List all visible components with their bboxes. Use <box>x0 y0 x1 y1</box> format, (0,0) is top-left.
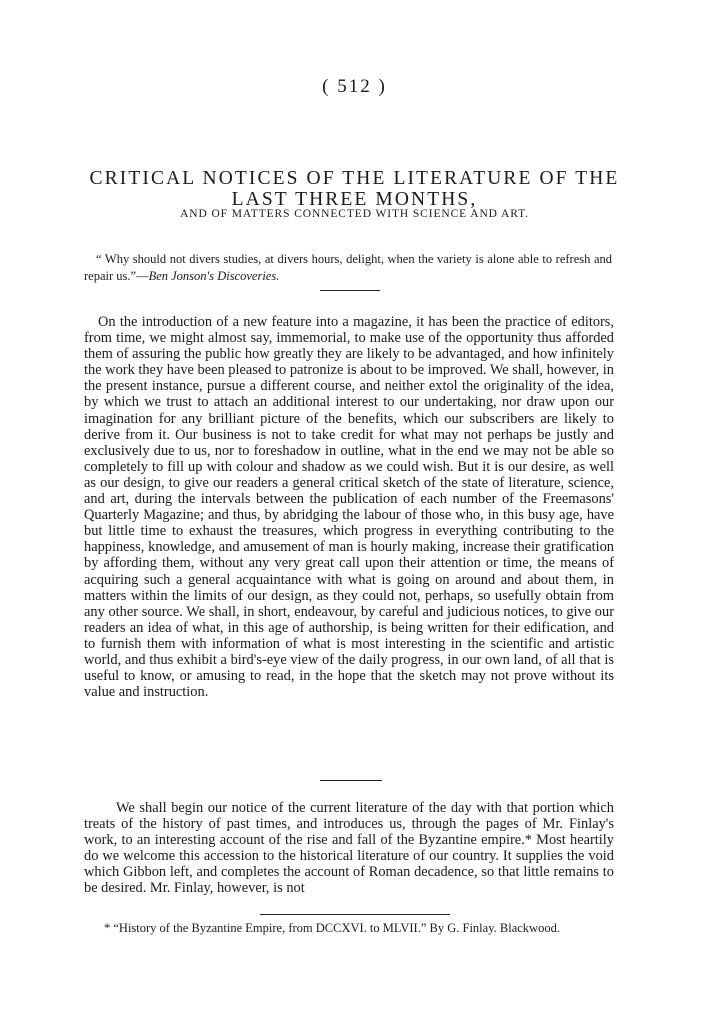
footnote-rule <box>260 914 450 915</box>
body-paragraph: We shall begin our notice of the current literature of the day with that portion which treats of the history of past times, and introduces us, through the pages of Mr. Finlay's work, to an interesting account of the rise and fall of the Byzantine empire.* Most heartily do we welcome this accession to the historical literature of our country. It supplies the void which Gibbon left, and completes the account of Roman decadence, so that little remains to be desired. Mr. Finlay, however, is not <box>84 800 614 897</box>
section-divider <box>320 780 382 781</box>
epigraph-block <box>84 251 612 285</box>
footnote: * “History of the Byzantine Empire, from DCCXVI. to MLVII.” By G. Finlay. Blackwood. <box>104 921 560 935</box>
section-divider <box>320 290 380 291</box>
epigraph-source: Ben Jonson's Discoveries. <box>148 269 280 283</box>
epigraph-quote: “ Why should not divers studies, at divers hours, delight, when the variety is alone able to refresh and repair us.”— <box>84 252 612 283</box>
article-title: CRITICAL NOTICES OF THE LITERATURE OF THE LAST THREE MONTHS, <box>89 168 620 210</box>
page-number: ( 512 ) <box>322 76 387 97</box>
epigraph <box>84 251 612 285</box>
body-paragraph: On the introduction of a new feature into a magazine, it has been the practice of editors, from time, we might almost say, immemorial, to make use of the opportunity thus afforded them of assuring the public how greatly they are likely to be advantaged, and how infinitely the work they have been pleased to patronize is about to be improved. We shall, however, in the present instance, pursue a different course, and neither extol the originality of the idea, by which we trust to attach an additional interest to our undertaking, nor draw upon our imagination for any brilliant picture of the benefits, which our subscribers are likely to derive from it. Our business is not to take credit for what may not perhaps be justly and exclusively due to us, nor to foreshadow in outline, what in the end we may not be able so completely to fill up with colour and shadow as we could wish. But it is our desire, as well as our design, to give our readers a general critical sketch of the state of literature, science, and art, during the intervals between the publication of each number of the Freemasons' Quarterly Magazine; and thus, by abridging the labour of those who, in this busy age, have but little time to exhaust the treasures, which progress in everything contributing to the happiness, knowledge, and amusement of man is hourly making, increase their gratification by affording them, without any very great call upon their attention or time, the means of acquiring such a general acquaintance with what is going on around and about them, in matters within the limits of our design, as they could not, perhaps, so usefully obtain from any other source. We shall, in short, endeavour, by careful and judicious notices, to give our readers an idea of what, in this age of authorship, is being written for their edification, and to furnish them with information of what is most interesting in the scientific and artistic world, and thus exhibit a bird's-eye view of the daily progress, in our own land, of all that is useful to know, or amusing to read, in the hope that the sketch may not prove without its value and instruction. <box>84 314 614 701</box>
article-subtitle: AND OF MATTERS CONNECTED WITH SCIENCE AND ART. <box>180 208 529 220</box>
